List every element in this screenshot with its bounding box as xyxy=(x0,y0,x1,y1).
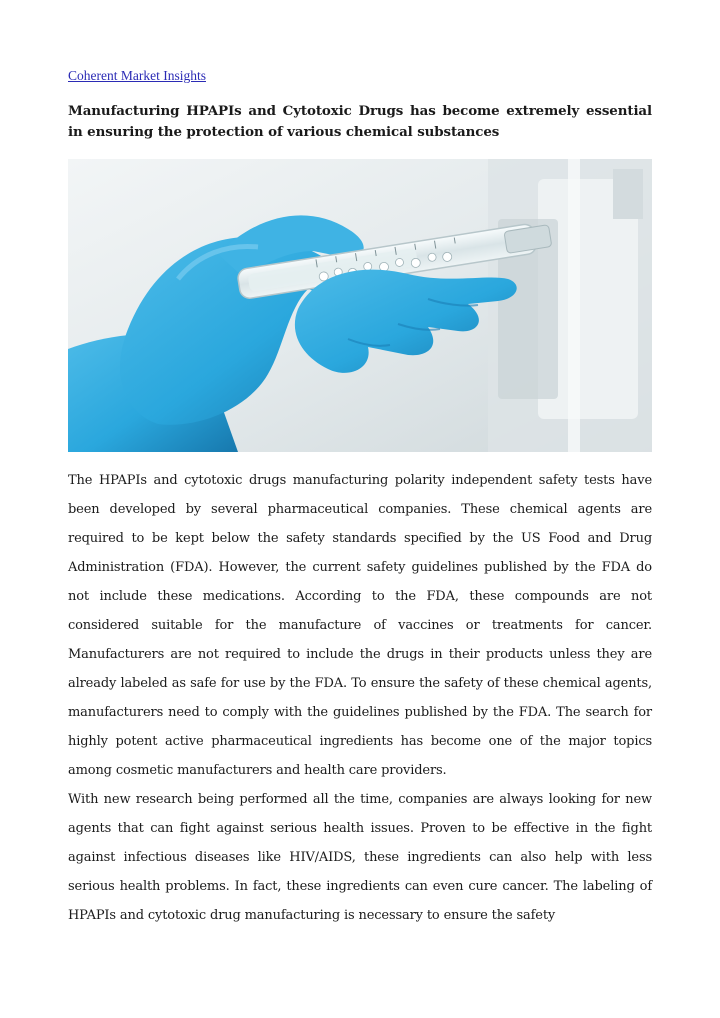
paragraph-2: With new research being performed all the time, companies are always looking for new agents that can fight against serious health issues. Proven to be effective in the fight against infectious diseases like HIV/AIDS, these ingredients can also help with less serious health problems. In fact, these ingredients can even cure cancer. The labeling of HPAPIs and cytotoxic drug manufacturing is necessary to ensure the safety xyxy=(68,792,652,923)
article-body xyxy=(68,466,652,930)
article-image xyxy=(68,159,652,452)
lab-photo-illustration xyxy=(68,159,652,452)
source-link[interactable]: Coherent Market Insights xyxy=(68,68,206,83)
paragraph-1: The HPAPIs and cytotoxic drugs manufacturing polarity independent safety tests have been developed by several pharmaceutical companies. These chemical agents are required to be kept below the safety standards specified by the US Food and Drug Administration (FDA). However, the current safety guidelines published by the FDA do not include these medications. According to the FDA, these compounds are not considered suitable for the manufacture of vaccines or treatments for cancer. Manufacturers are not required to include the drugs in their products unless they are already labeled as safe for use by the FDA. To ensure the safety of these chemical agents, manufacturers need to comply with the guidelines published by the FDA. The search for highly potent active pharmaceutical ingredients has become one of the major topics among cosmetic manufacturers and health care providers. xyxy=(68,473,652,778)
article-title: Manufacturing HPAPIs and Cytotoxic Drugs has become extremely essential in ensuring the protection of various chemical substances xyxy=(68,103,652,140)
